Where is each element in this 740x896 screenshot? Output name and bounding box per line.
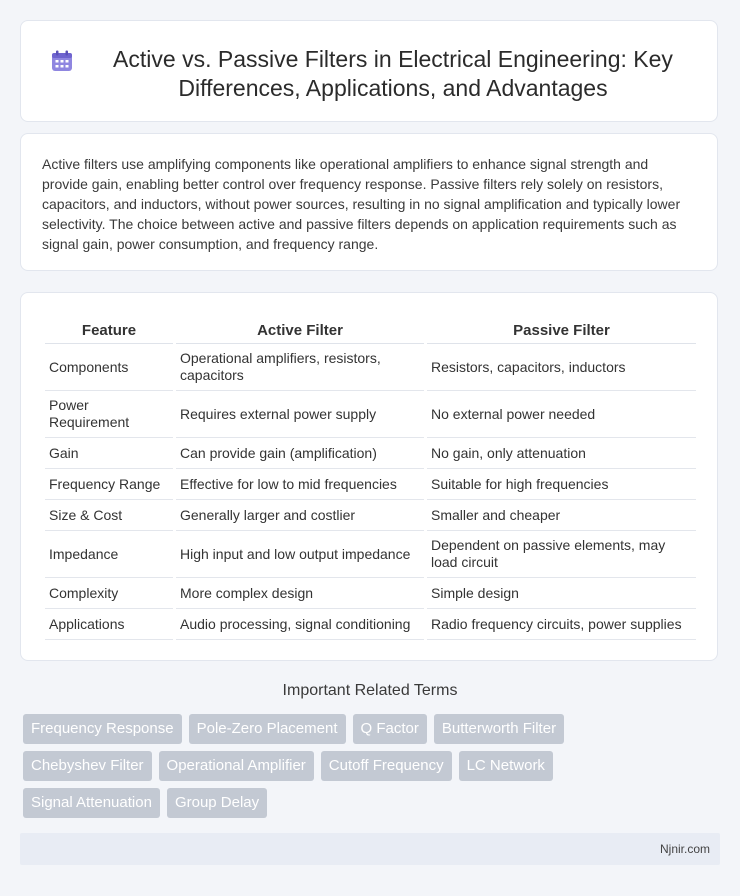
active-cell: More complex design [176, 578, 424, 609]
header-passive-filter: Passive Filter [427, 313, 696, 344]
tag-butterworth-filter[interactable]: Butterworth Filter [434, 714, 564, 744]
active-cell: Generally larger and costlier [176, 500, 424, 531]
comparison-table-card [20, 292, 718, 661]
feature-cell: Power Requirement [45, 391, 173, 438]
feature-cell: Complexity [45, 578, 173, 609]
passive-cell: Radio frequency circuits, power supplies [427, 609, 696, 640]
tag-lc-network[interactable]: LC Network [459, 751, 553, 781]
header-feature: Feature [45, 313, 173, 344]
passive-cell: Resistors, capacitors, inductors [427, 344, 696, 391]
active-cell: Operational amplifiers, resistors, capacitors [176, 344, 424, 391]
table-row [45, 344, 696, 391]
table-row [45, 609, 696, 640]
comparison-table [42, 313, 699, 640]
related-terms-heading: Important Related Terms [282, 682, 458, 699]
active-cell: Requires external power supply [176, 391, 424, 438]
passive-cell: No gain, only attenuation [427, 438, 696, 469]
footer-site-name: Njnir.com [659, 842, 710, 856]
passive-cell: Simple design [427, 578, 696, 609]
table-row [45, 391, 696, 438]
active-cell: Can provide gain (amplification) [176, 438, 424, 469]
passive-cell: Suitable for high frequencies [427, 469, 696, 500]
feature-cell: Size & Cost [45, 500, 173, 531]
table-row [45, 438, 696, 469]
tag-group-delay[interactable]: Group Delay [167, 788, 267, 818]
page-title: Active vs. Passive Filters in Electrical Engineering: Key Differences, Applications, and Advantages [113, 46, 673, 101]
feature-cell: Gain [45, 438, 173, 469]
tag-q-factor[interactable]: Q Factor [353, 714, 427, 744]
intro-card [20, 133, 718, 271]
passive-cell: Dependent on passive elements, may load circuit [427, 531, 696, 578]
table-row [45, 531, 696, 578]
active-cell: High input and low output impedance [176, 531, 424, 578]
tag-frequency-response[interactable]: Frequency Response [23, 714, 182, 744]
feature-cell: Applications [45, 609, 173, 640]
table-header-row [45, 313, 696, 344]
footer [20, 833, 720, 865]
table-row [45, 500, 696, 531]
header-active-filter: Active Filter [176, 313, 424, 344]
active-cell: Audio processing, signal conditioning [176, 609, 424, 640]
tag-cutoff-frequency[interactable]: Cutoff Frequency [321, 751, 452, 781]
table-row [45, 469, 696, 500]
passive-cell: Smaller and cheaper [427, 500, 696, 531]
passive-cell: No external power needed [427, 391, 696, 438]
calendar-grid-icon [51, 50, 73, 72]
tag-operational-amplifier[interactable]: Operational Amplifier [159, 751, 314, 781]
tag-pole-zero-placement[interactable]: Pole-Zero Placement [189, 714, 346, 744]
intro-paragraph: Active filters use amplifying components like operational amplifiers to enhance signal strength and provide gain, enabling better control over frequency response. Passive filters rely solely on resistors, capacitors, and inductors, without power sources, resulting in no signal amplification and typically lower selectivity. The choice between active and passive filters depends on application requirements such as signal gain, power consumption, and frequency range. [42, 156, 681, 252]
feature-cell: Frequency Range [45, 469, 173, 500]
tag-signal-attenuation[interactable]: Signal Attenuation [23, 788, 160, 818]
tag-chebyshev-filter[interactable]: Chebyshev Filter [23, 751, 152, 781]
title-card [20, 20, 718, 122]
feature-cell: Impedance [45, 531, 173, 578]
table-row [45, 578, 696, 609]
feature-cell: Components [45, 344, 173, 391]
active-cell: Effective for low to mid frequencies [176, 469, 424, 500]
related-terms-list [23, 714, 623, 818]
